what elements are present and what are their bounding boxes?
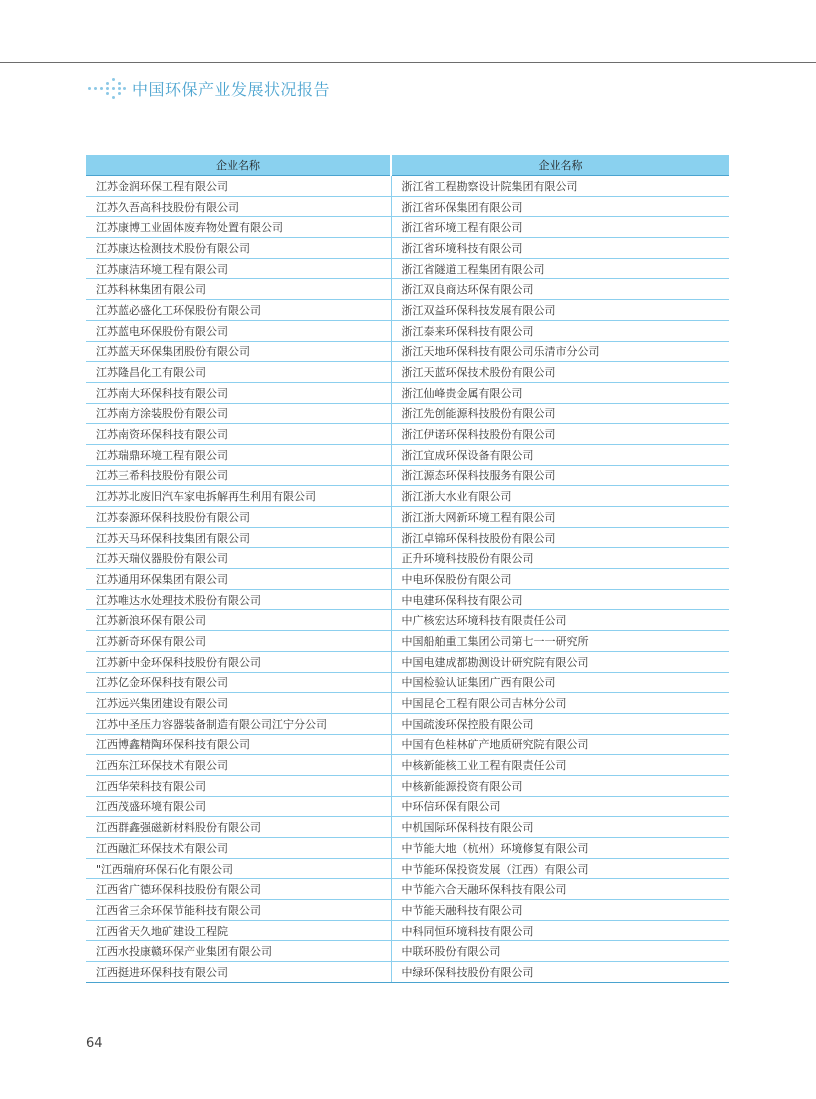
company-name-cell-left: 江苏中圣压力容器装备制造有限公司江宁分公司 bbox=[86, 713, 391, 734]
table-row bbox=[86, 238, 729, 259]
table-row bbox=[86, 941, 729, 962]
company-name-cell-left: 江苏新奇环保有限公司 bbox=[86, 631, 391, 652]
company-name-cell-right: 中联环股份有限公司 bbox=[391, 941, 729, 962]
company-name-cell-right: 中国疏浚环保控股有限公司 bbox=[391, 713, 729, 734]
company-name-cell-left: 江西茂盛环境有限公司 bbox=[86, 796, 391, 817]
company-name-cell-right: 中绿环保科技股份有限公司 bbox=[391, 962, 729, 983]
company-name-cell-right: 浙江双益环保科技发展有限公司 bbox=[391, 300, 729, 321]
table-row bbox=[86, 631, 729, 652]
company-name-cell-left: 江西水投康赣环保产业集团有限公司 bbox=[86, 941, 391, 962]
company-name-cell-right: 浙江泰来环保科技有限公司 bbox=[391, 320, 729, 341]
company-name-cell-right: 中广核宏达环境科技有限责任公司 bbox=[391, 610, 729, 631]
company-name-cell-right: 正升环境科技股份有限公司 bbox=[391, 548, 729, 569]
table-row bbox=[86, 610, 729, 631]
company-name-cell-right: 浙江先创能源科技股份有限公司 bbox=[391, 403, 729, 424]
table-row bbox=[86, 196, 729, 217]
company-name-cell-left: 江西博鑫精陶环保科技有限公司 bbox=[86, 734, 391, 755]
company-name-cell-left: 江苏金润环保工程有限公司 bbox=[86, 176, 391, 197]
company-name-cell-left: 江苏南资环保科技有限公司 bbox=[86, 424, 391, 445]
company-name-cell-left: 江苏瑞鼎环境工程有限公司 bbox=[86, 444, 391, 465]
table-row bbox=[86, 362, 729, 383]
column-header-company-name-right: 企业名称 bbox=[391, 155, 729, 176]
company-name-cell-left: 江苏新中金环保科技股份有限公司 bbox=[86, 651, 391, 672]
company-name-cell-left: 江苏亿金环保科技有限公司 bbox=[86, 672, 391, 693]
dot-grid-icon bbox=[86, 74, 126, 102]
table-row bbox=[86, 858, 729, 879]
company-name-cell-left: 江西融汇环保技术有限公司 bbox=[86, 838, 391, 859]
company-name-cell-right: 中科同恒环境科技有限公司 bbox=[391, 920, 729, 941]
table-row bbox=[86, 651, 729, 672]
company-name-cell-right: 浙江省工程勘察设计院集团有限公司 bbox=[391, 176, 729, 197]
company-name-cell-right: 中环信环保有限公司 bbox=[391, 796, 729, 817]
table-row bbox=[86, 320, 729, 341]
table-row bbox=[86, 775, 729, 796]
company-name-cell-right: 中国电建成都勘测设计研究院有限公司 bbox=[391, 651, 729, 672]
company-name-cell-left: 江西省天久地矿建设工程院 bbox=[86, 920, 391, 941]
table-row bbox=[86, 403, 729, 424]
company-name-cell-left: 江苏南大环保科技有限公司 bbox=[86, 382, 391, 403]
table-row bbox=[86, 486, 729, 507]
table-body bbox=[86, 176, 729, 983]
company-name-cell-left: 江西省广德环保科技股份有限公司 bbox=[86, 879, 391, 900]
table-row bbox=[86, 920, 729, 941]
table-row bbox=[86, 444, 729, 465]
company-name-cell-right: 浙江天地环保科技有限公司乐清市分公司 bbox=[391, 341, 729, 362]
company-name-cell-left: 江西华荣科技有限公司 bbox=[86, 775, 391, 796]
table-row bbox=[86, 382, 729, 403]
company-name-cell-right: 浙江天蓝环保技术股份有限公司 bbox=[391, 362, 729, 383]
company-table bbox=[86, 155, 729, 983]
company-name-cell-right: 中国船舶重工集团公司第七一一研究所 bbox=[391, 631, 729, 652]
company-name-cell-right: 浙江省隧道工程集团有限公司 bbox=[391, 258, 729, 279]
company-name-cell-left: 江西省三余环保节能科技有限公司 bbox=[86, 900, 391, 921]
table-row bbox=[86, 548, 729, 569]
company-name-cell-left: 江苏苏北废旧汽车家电拆解再生利用有限公司 bbox=[86, 486, 391, 507]
report-title: 中国环保产业发展状况报告 bbox=[132, 79, 331, 99]
table-row bbox=[86, 734, 729, 755]
table-row bbox=[86, 176, 729, 197]
table-row bbox=[86, 796, 729, 817]
company-name-cell-left: 江苏天马环保科技集团有限公司 bbox=[86, 527, 391, 548]
company-name-cell-left: 江苏南方涂装股份有限公司 bbox=[86, 403, 391, 424]
table-row bbox=[86, 713, 729, 734]
company-name-cell-left: 江苏远兴集团建设有限公司 bbox=[86, 693, 391, 714]
company-name-cell-right: 浙江双良商达环保有限公司 bbox=[391, 279, 729, 300]
company-name-cell-left: 江苏蓝天环保集团股份有限公司 bbox=[86, 341, 391, 362]
table-row bbox=[86, 693, 729, 714]
company-name-cell-right: 中电建环保科技有限公司 bbox=[391, 589, 729, 610]
table-header-row bbox=[86, 155, 729, 176]
company-name-cell-left: 江苏隆昌化工有限公司 bbox=[86, 362, 391, 383]
company-name-cell-left: 江苏康洁环境工程有限公司 bbox=[86, 258, 391, 279]
company-name-cell-right: 浙江省环境科技有限公司 bbox=[391, 238, 729, 259]
company-name-cell-left: 江苏新浪环保有限公司 bbox=[86, 610, 391, 631]
table-row bbox=[86, 279, 729, 300]
company-name-cell-left: 江苏泰源环保科技股份有限公司 bbox=[86, 507, 391, 528]
company-table-wrapper bbox=[86, 155, 729, 983]
table-row bbox=[86, 507, 729, 528]
table-row bbox=[86, 589, 729, 610]
company-name-cell-left: "江西瑞府环保石化有限公司 bbox=[86, 858, 391, 879]
table-row bbox=[86, 258, 729, 279]
table-row bbox=[86, 755, 729, 776]
company-name-cell-right: 中电环保股份有限公司 bbox=[391, 569, 729, 590]
table-row bbox=[86, 465, 729, 486]
company-name-cell-left: 江苏科林集团有限公司 bbox=[86, 279, 391, 300]
company-name-cell-left: 江西群鑫强磁新材料股份有限公司 bbox=[86, 817, 391, 838]
company-name-cell-right: 中节能环保投资发展（江西）有限公司 bbox=[391, 858, 729, 879]
company-name-cell-right: 浙江伊诺环保科技股份有限公司 bbox=[391, 424, 729, 445]
company-name-cell-right: 浙江省环保集团有限公司 bbox=[391, 196, 729, 217]
table-row bbox=[86, 217, 729, 238]
company-name-cell-left: 江苏蓝电环保股份有限公司 bbox=[86, 320, 391, 341]
company-name-cell-right: 浙江浙大网新环境工程有限公司 bbox=[391, 507, 729, 528]
company-name-cell-left: 江苏三希科技股份有限公司 bbox=[86, 465, 391, 486]
company-name-cell-left: 江苏唯达水处理技术股份有限公司 bbox=[86, 589, 391, 610]
company-name-cell-right: 中节能六合天融环保科技有限公司 bbox=[391, 879, 729, 900]
table-row bbox=[86, 672, 729, 693]
company-name-cell-left: 江苏天瑞仪器股份有限公司 bbox=[86, 548, 391, 569]
company-name-cell-left: 江苏康达检测技术股份有限公司 bbox=[86, 238, 391, 259]
table-row bbox=[86, 569, 729, 590]
table-row bbox=[86, 962, 729, 983]
company-name-cell-right: 中核新能核工业工程有限责任公司 bbox=[391, 755, 729, 776]
company-name-cell-right: 中节能天融科技有限公司 bbox=[391, 900, 729, 921]
company-name-cell-right: 浙江源态环保科技服务有限公司 bbox=[391, 465, 729, 486]
company-name-cell-right: 中节能大地（杭州）环境修复有限公司 bbox=[391, 838, 729, 859]
column-header-company-name-left: 企业名称 bbox=[86, 155, 391, 176]
table-row bbox=[86, 341, 729, 362]
company-name-cell-left: 江苏蓝必盛化工环保股份有限公司 bbox=[86, 300, 391, 321]
company-name-cell-left: 江西东江环保技术有限公司 bbox=[86, 755, 391, 776]
header-rule bbox=[0, 62, 816, 63]
company-name-cell-right: 浙江宜成环保设备有限公司 bbox=[391, 444, 729, 465]
table-row bbox=[86, 817, 729, 838]
running-header bbox=[86, 74, 330, 102]
company-name-cell-left: 江苏康博工业固体废弃物处置有限公司 bbox=[86, 217, 391, 238]
company-name-cell-right: 中机国际环保科技有限公司 bbox=[391, 817, 729, 838]
company-name-cell-left: 江西挺进环保科技有限公司 bbox=[86, 962, 391, 983]
table-row bbox=[86, 424, 729, 445]
table-row bbox=[86, 838, 729, 859]
company-name-cell-right: 浙江仙峰贵金属有限公司 bbox=[391, 382, 729, 403]
table-row bbox=[86, 300, 729, 321]
company-name-cell-right: 中核新能源投资有限公司 bbox=[391, 775, 729, 796]
company-name-cell-left: 江苏通用环保集团有限公司 bbox=[86, 569, 391, 590]
company-name-cell-right: 浙江浙大水业有限公司 bbox=[391, 486, 729, 507]
table-row bbox=[86, 879, 729, 900]
company-name-cell-right: 中国检验认证集团广西有限公司 bbox=[391, 672, 729, 693]
company-name-cell-right: 中国昆仑工程有限公司吉林分公司 bbox=[391, 693, 729, 714]
table-row bbox=[86, 527, 729, 548]
table-row bbox=[86, 900, 729, 921]
company-name-cell-right: 浙江省环境工程有限公司 bbox=[391, 217, 729, 238]
company-name-cell-right: 中国有色桂林矿产地质研究院有限公司 bbox=[391, 734, 729, 755]
company-name-cell-right: 浙江卓锦环保科技股份有限公司 bbox=[391, 527, 729, 548]
company-name-cell-left: 江苏久吾高科技股份有限公司 bbox=[86, 196, 391, 217]
page-number: 64 bbox=[86, 1036, 103, 1051]
